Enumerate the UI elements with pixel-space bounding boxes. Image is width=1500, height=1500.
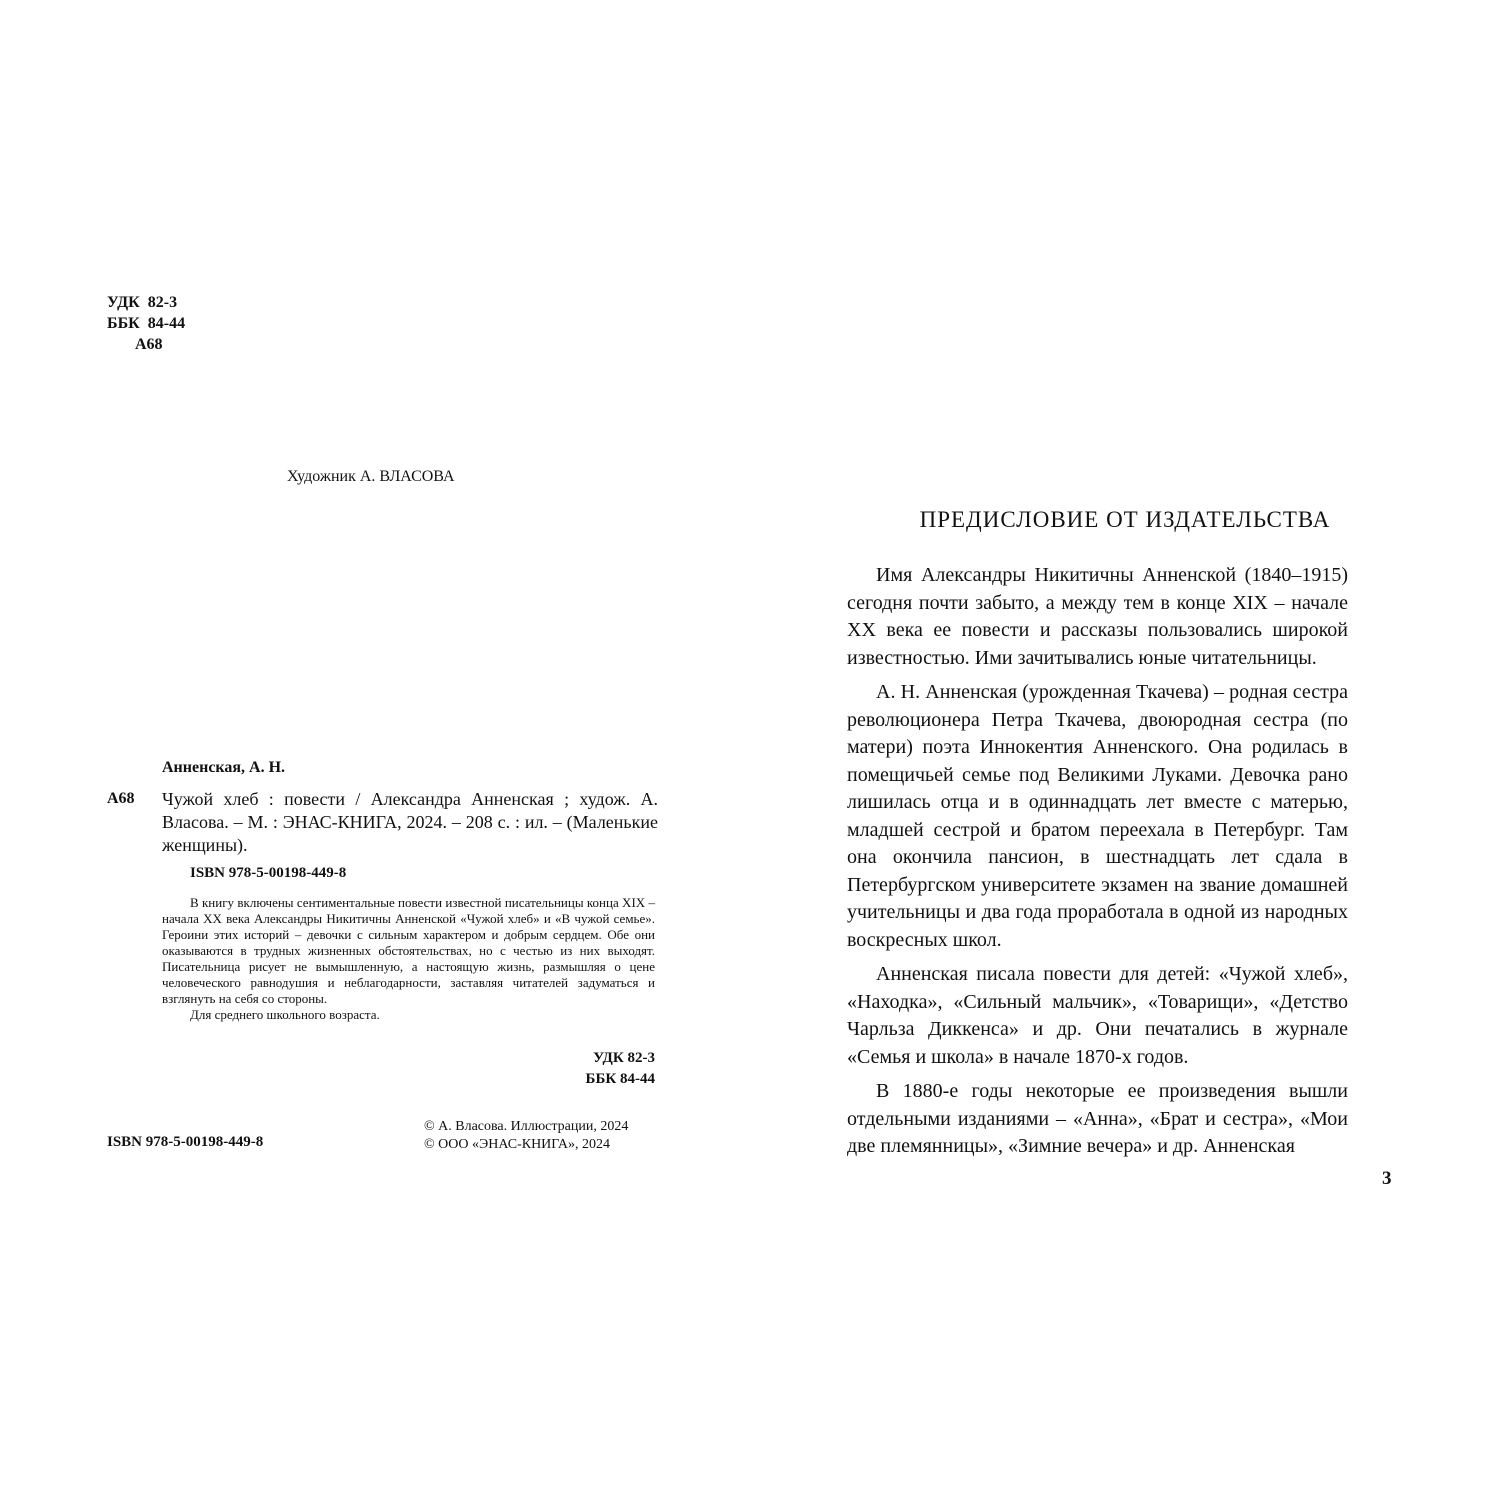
author-sign: А68	[107, 790, 135, 807]
preface-body	[847, 562, 1348, 1168]
bbk-code-bottom: ББК 84-44	[585, 1071, 655, 1087]
preface-paragraph-2: А. Н. Анненская (урожденная Ткачева) – родная сестра революционера Петра Ткачева, двоюродная сестра (по матери) поэта Иннокентия Анненского. Она родилась в помещичьей семье под Великими Луками. Девочка рано лишилась отца и в одиннадцать лет вместе с матерью, младшей сестрой и братом переехала в Петербург. Там она окончила пансион, в шестнадцать лет сдала в Петербургском университете экзамен на звание домашней учительницы и два года проработала в одной из народных воскресных школ.	[847, 681, 1348, 951]
preface-heading: ПРЕДИСЛОВИЕ ОТ ИЗДАТЕЛЬСТВА	[919, 507, 1331, 532]
page-number: 3	[1382, 1168, 1392, 1189]
bbk-code-top: ББК 84-44	[107, 315, 186, 332]
copyright-block	[424, 1118, 628, 1154]
annotation	[162, 895, 655, 1023]
udk-code-top: УДК 82-3	[107, 294, 178, 311]
classification-codes-bottom	[540, 1048, 655, 1090]
isbn-in-record: ISBN 978-5-00198-449-8	[190, 865, 347, 881]
isbn-bottom: ISBN 978-5-00198-449-8	[107, 1134, 264, 1150]
udk-code-bottom: УДК 82-3	[593, 1050, 655, 1066]
preface-paragraph-3: Анненская писала повести для детей: «Чужой хлеб», «Находка», «Сильный мальчик», «Товарищи», «Детство Чарльза Диккенса» и др. Они печатались в журнале «Семья и школа» в начале 1870-х годов.	[847, 963, 1348, 1068]
author-heading: Анненская, А. Н.	[162, 759, 286, 776]
right-page	[750, 0, 1500, 1500]
classification-codes-top	[107, 292, 185, 355]
preface-paragraph-4: В 1880-е годы некоторые ее произведения вышли отдельными изданиями – «Анна», «Брат и сестра», «Мои две племянницы», «Зимние вечера» и др. Анненская	[847, 1080, 1348, 1157]
author-sign-top: А68	[107, 336, 163, 353]
illustrator-credit: Художник А. ВЛАСОВА	[287, 468, 455, 485]
preface-paragraph-1: Имя Александры Никитичны Анненской (1840–1915) сегодня почти забыто, а между тем в конце XIX – начале XX века ее повести и рассказы пользовались широкой известностью. Ими зачитывались юные читательницы.	[847, 564, 1348, 669]
copyright-publisher: © ООО «ЭНАС-КНИГА», 2024	[424, 1137, 610, 1152]
copyright-illustrations: © А. Власова. Иллюстрации, 2024	[424, 1119, 629, 1134]
audience-note: Для среднего школьного возраста.	[190, 1007, 380, 1022]
bibliographic-description: Чужой хлеб : повести / Александра Анненская ; худож. А. Власова. – М. : ЭНАС-КНИГА, 2024. – 208 с. : ил. – (Маленькие женщины).	[162, 789, 658, 855]
annotation-text: В книгу включены сентиментальные повести известной писательницы конца XIX – начала XX века Александры Никитичны Анненской «Чужой хлеб» и «В чужой семье». Героини этих историй – девочки с сильным характером и добрым сердцем. Обе они оказываются в трудных жизненных обстоятельствах, но с честью из них выходят. Писательница рисует не вымышленную, а настоящую жизнь, размышляя о цене человеческого равнодушия и неблагодарности, заставляя читателей задуматься и взглянуть на себя со стороны.	[162, 895, 655, 1006]
